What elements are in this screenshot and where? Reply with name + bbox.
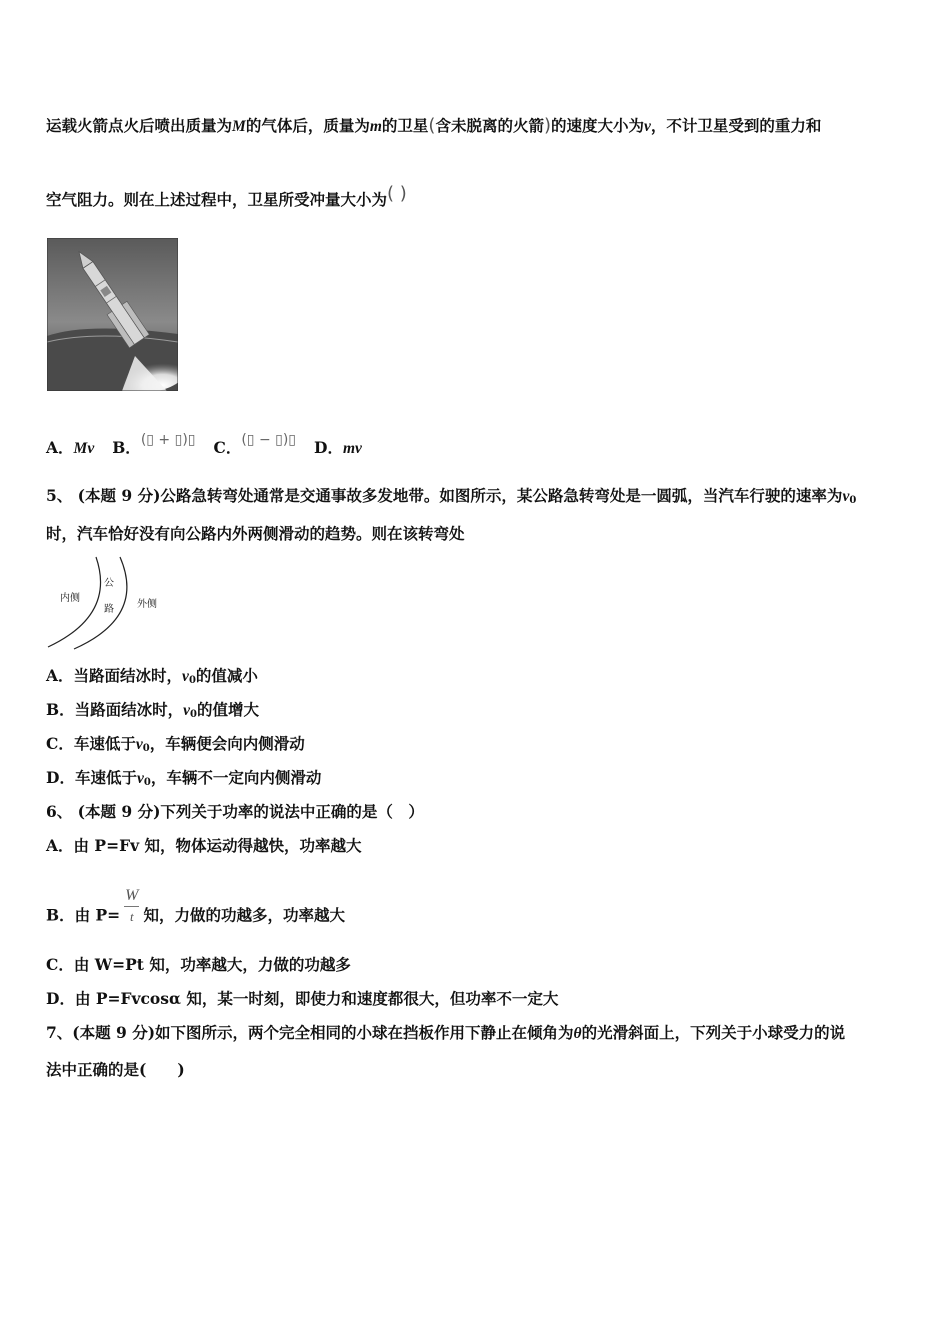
var-v: v (644, 118, 651, 135)
fraction-numerator: W (124, 886, 139, 907)
subscript: 0 (188, 675, 196, 686)
option-d-label[interactable]: D． (314, 438, 343, 457)
q4-text: 空气阻力。则在上述过程中，卫星所受冲量大小为 (46, 190, 388, 209)
q7-text: 的光滑斜面上，下列关于小球受力的说 (581, 1023, 846, 1042)
var-v0: v (183, 702, 191, 719)
q4-text: 含未脱离的火箭 (435, 116, 544, 135)
subscript: 0 (142, 743, 150, 754)
option-text: B．由 P= (46, 905, 121, 925)
q5-option-a[interactable] (46, 666, 258, 691)
outer-side-label: 外侧 (137, 599, 157, 610)
subscript: 0 (190, 709, 197, 720)
answer-blank: ( ) (387, 183, 407, 204)
option-label: A． (46, 666, 74, 685)
option-label: C． (46, 734, 74, 753)
q5-option-d[interactable] (46, 768, 321, 793)
fraction-w-over-t (124, 886, 139, 927)
option-label: D． (46, 768, 75, 787)
option-a-label[interactable]: A． (46, 438, 74, 457)
option-label: B． (46, 700, 75, 719)
q5-stem-line-2: 时，汽车恰好没有向公路内外两侧滑动的趋势。则在该转弯处 (46, 524, 465, 543)
q4-text: 运载火箭点火后喷出质量为 (46, 116, 233, 135)
q7-stem-line-2: 法中正确的是( ) (46, 1060, 185, 1079)
option-text: 当路面结冰时， (73, 666, 183, 685)
var-theta: θ (573, 1025, 582, 1042)
q6-option-c[interactable]: C．由 W=Pt 知，功率越大，力做的功越多 (46, 955, 351, 974)
q4-options (46, 432, 362, 459)
q4-text: 的速度大小为 (550, 116, 644, 135)
paren-close: ) (543, 115, 551, 136)
option-text: ，车辆不一定向内侧滑动 (150, 768, 322, 787)
var-m: m (369, 118, 382, 135)
option-text: 的值增大 (196, 700, 259, 719)
road-label-1: 公 (104, 578, 114, 589)
rocket-launch-image (47, 238, 178, 391)
q4-text: ，不计卫星受到的重力和 (650, 116, 822, 135)
q6-stem: 6、 (本题 9 分)下列关于功率的说法中正确的是（ ） (46, 802, 424, 821)
var-v0: v (842, 488, 850, 505)
q5-option-b[interactable] (46, 700, 259, 725)
option-c-label[interactable]: C． (213, 438, 242, 457)
road-label-2: 路 (104, 604, 114, 615)
option-text: 车速低于 (73, 734, 136, 753)
var-v0: v (136, 770, 144, 787)
q5-text: 5、 (本题 9 分)公路急转弯处通常是交通事故多发地带。如图所示，某公路急转弯处是一圆弧，当汽车行驶的速率为 (46, 486, 843, 505)
option-b-formula[interactable]: (▯ + ▯)▯ (140, 432, 196, 448)
q4-stem-line-1 (46, 116, 821, 137)
option-b-label[interactable]: B． (112, 438, 141, 457)
q4-stem-line-2 (46, 183, 407, 210)
q4-text: 的卫星 (381, 116, 429, 135)
option-text: 的值减小 (195, 666, 258, 685)
option-d-value[interactable]: mv (342, 440, 362, 457)
var-v0: v (182, 668, 189, 685)
curved-road-diagram (46, 555, 166, 650)
q5-stem-line-1 (46, 486, 856, 511)
option-text: 车速低于 (74, 768, 137, 787)
var-v0: v (135, 736, 143, 753)
var-M: M (232, 118, 246, 135)
q5-option-c[interactable] (46, 734, 305, 759)
q7-stem-line-1 (46, 1023, 845, 1044)
q7-text: 7、(本题 9 分)如下图所示，两个完全相同的小球在挡板作用下静止在倾角为 (46, 1023, 574, 1042)
q6-option-a[interactable]: A．由 P=Fv 知，物体运动得越快，功率越大 (46, 836, 362, 855)
option-text: 知，力做的功越多，功率越大 (143, 905, 345, 925)
subscript: 0 (849, 495, 857, 506)
option-text: ，车辆便会向内侧滑动 (149, 734, 305, 753)
option-text: 当路面结冰时， (74, 700, 184, 719)
q4-text: 的气体后，质量为 (245, 116, 370, 135)
option-a-value[interactable]: Mv (73, 440, 95, 457)
q6-option-b[interactable] (46, 887, 345, 937)
inner-side-label: 内侧 (60, 593, 80, 604)
paren-open: ( (428, 115, 436, 136)
fraction-denominator: t (129, 909, 134, 924)
q6-option-d[interactable]: D．由 P=Fvcosα 知，某一时刻，即使力和速度都很大，但功率不一定大 (46, 989, 559, 1008)
option-c-formula[interactable]: (▯ − ▯)▯ (241, 432, 296, 448)
subscript: 0 (143, 777, 151, 788)
